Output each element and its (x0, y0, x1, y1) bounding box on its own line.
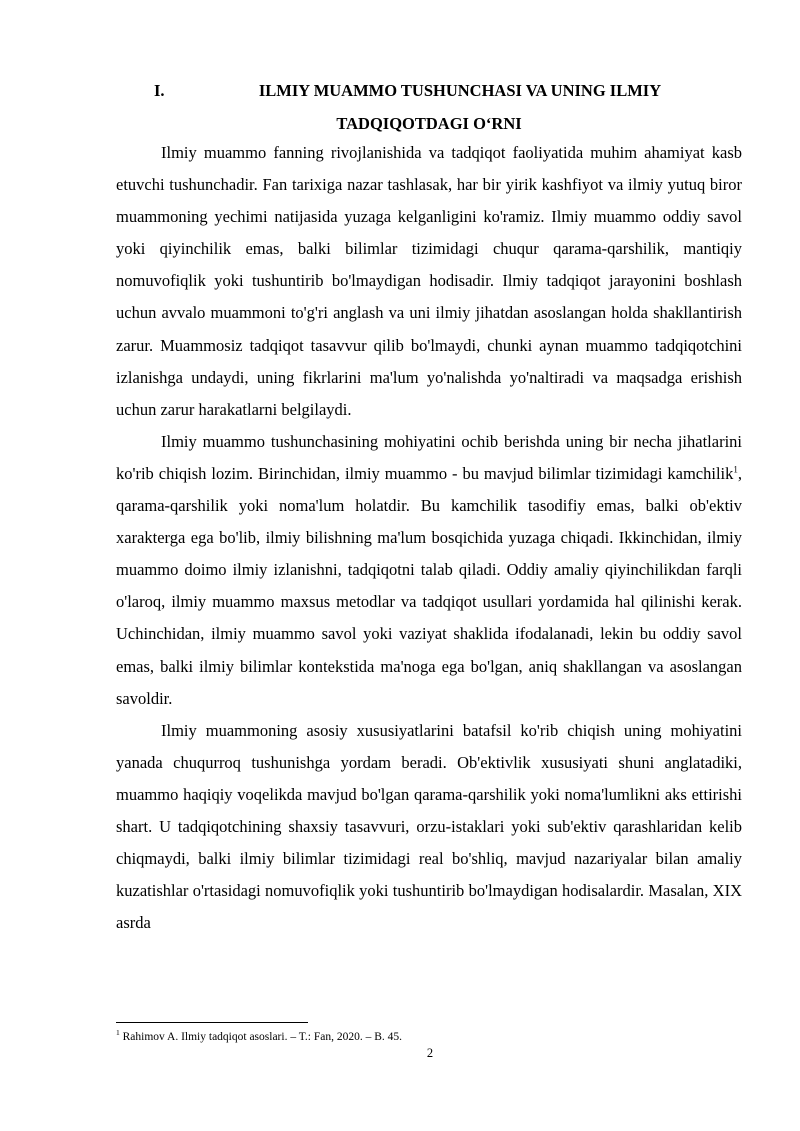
paragraph-2 (116, 426, 742, 715)
footnote-text: Rahimov A. Ilmiy tadqiqot asoslari. – T.: Fan, 2020. – B. 45. (119, 1031, 403, 1043)
body-text (116, 137, 742, 939)
paragraph-1-text: Ilmiy muammo fanning rivojlanishida va tadqiqot faoliyatida muhim ahamiyat kasb etuvchi tushunchadir. Fan tarixiga nazar tashlasak, har bir yirik kashfiyot va ilmiy yutuq biror muammoning yechimi natijasida yuzaga kelganligini ko'ramiz. Ilmiy muammo oddiy savol yoki qiyinchilik emas, balki bilimlar tizimidagi chuqur qarama-qarshilik, mantiqiy nomuvofiqlik yoki tushuntirib bo'lmaydigan hodisadir. Ilmiy tadqiqot jarayonini boshlash uchun avvalo muammoni to'g'ri anglash va uni ilmiy jihatdan asoslangan holda shakllantirish zarur. Muammosiz tadqiqot tasavvur qilib bo'lmaydi, chunki aynan muammo tadqiqotchini izlanishga undaydi, uning fikrlarini ma'lum yo'nalishda yo'naltiradi va maqsadga erishish uchun zarur harakatlarni belgilaydi. (116, 143, 742, 419)
footnote (116, 1030, 742, 1045)
footnote-separator (116, 1022, 308, 1023)
footnote-reference[interactable]: 1 (733, 464, 738, 475)
page-number: 2 (426, 1046, 434, 1060)
paragraph-2-text-before: Ilmiy muammo tushunchasining mohiyatini ochib berishda uning bir necha jihatlarini ko'rib chiqish lozim. Birinchidan, ilmiy muammo - bu mavjud bilimlar tizimidagi kamchilik (116, 431, 742, 483)
paragraph-3-text: Ilmiy muammoning asosiy xususiyatlarini batafsil ko'rib chiqish uning mohiyatini yanada chuqurroq tushunishga yordam beradi. Ob'ektivlik xususiyati shuni anglatadiki, muammo haqiqiy voqelikda mavjud bo'lgan qarama-qarshilik yoki noma'lumlikni aks ettirishi shart. U tadqiqotchining shaxsiy tasavvuri, orzu-istaklari yoki sub'ektiv qarashlaridan kelib chiqmaydi, balki ilmiy bilimlar tizimidagi real bo'shliq, mavjud nazariyalar bilan amaliy kuzatishlar o'rtasidagi nomuvofiqlik yoki tushuntirib bo'lmaydigan hodisalardir. Masalan, XIX asrda (116, 720, 742, 933)
heading-text-line-2: TADQIQOTDAGI O‘RNI (336, 114, 522, 133)
paragraph-3 (116, 715, 742, 940)
footnote-marker: 1 (116, 1028, 120, 1038)
section-number: I. (154, 81, 165, 100)
paragraph-2-text-after: , qarama-qarshilik yoki noma'lum holatdir. Bu kamchilik tasodifiy emas, balki ob'ektiv xarakterga ega bo'lib, ilmiy bilishning ma'lum bosqichida yuzaga chiqadi. Ikkinchidan, ilmiy muammo doimo ilmiy izlanishni, tadqiqotni talab qiladi. Oddiy amaliy qiyinchilikdan farqli o'laroq, ilmiy muammo maxsus metodlar va tadqiqot usullari yordamida hal qilinishi kerak. Uchinchidan, ilmiy muammo savol yoki vaziyat shaklida ifodalanadi, lekin bu oddiy savol emas, balki ilmiy bilimlar kontekstida ma'noga ega bo'lgan, aniq shakllangan va asoslangan savoldir. (116, 463, 742, 708)
paragraph-1 (116, 137, 742, 426)
section-heading (116, 74, 742, 140)
heading-text-line-1: ILMIY MUAMMO TUSHUNCHASI VA UNING ILMIY (258, 81, 662, 100)
heading-line-1 (116, 74, 742, 107)
